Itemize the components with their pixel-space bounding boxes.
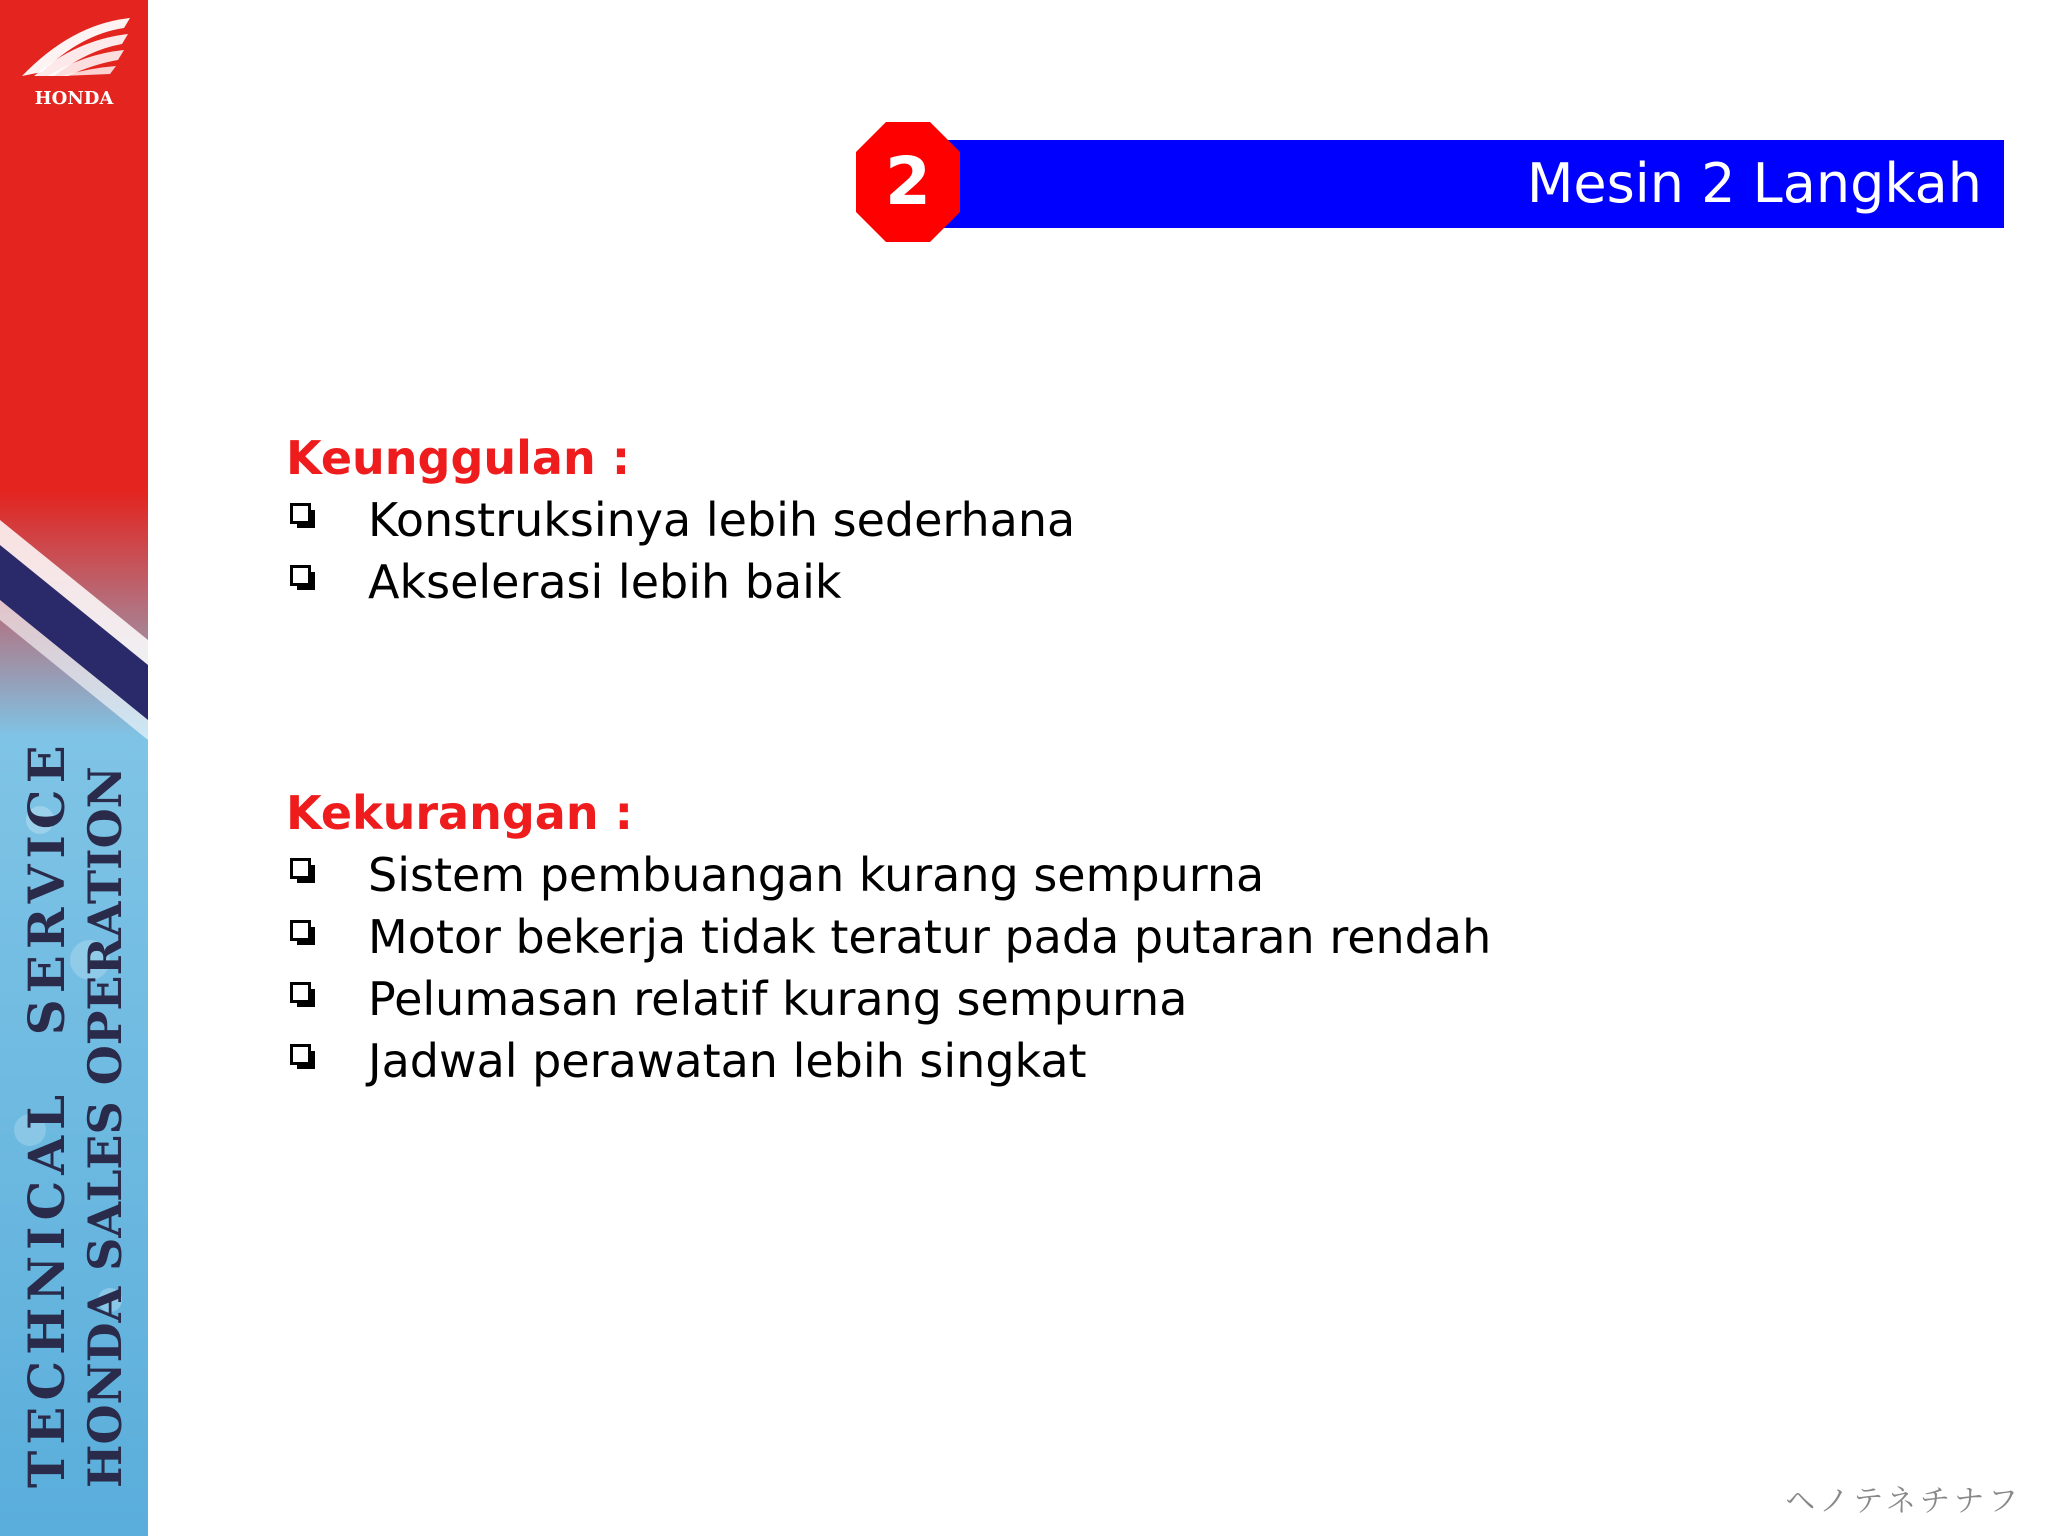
advantages-heading: Keunggulan : [286, 431, 631, 485]
sidebar-line-technical-service: TECHNICAL SERVICE [17, 739, 76, 1488]
logo-text: HONDA [34, 88, 114, 109]
checkbox-bullet-icon [290, 982, 316, 1008]
checkbox-bullet-icon [290, 503, 316, 529]
list-item-text: Motor bekerja tidak teratur pada putaran rendah [368, 910, 1492, 964]
list-item-text: Konstruksinya lebih sederhana [368, 493, 1076, 547]
checkbox-bullet-icon [290, 1044, 316, 1070]
title-bar [940, 140, 2004, 228]
section-number-badge [856, 122, 960, 242]
list-item-text: Pelumasan relatif kurang sempurna [368, 972, 1188, 1026]
honda-wing-logo-icon [12, 14, 136, 114]
footer-watermark: ヘノテネチナフ [1785, 1484, 2022, 1519]
checkbox-bullet-icon [290, 565, 316, 591]
disadvantages-heading: Kekurangan : [286, 786, 633, 840]
list-item [286, 968, 1491, 1030]
sidebar-line-honda-sales-operation: HONDA SALES OPERATION [78, 766, 132, 1488]
list-item [286, 551, 1075, 613]
sidebar-vertical-text [18, 739, 134, 1488]
list-item-text: Akselerasi lebih baik [368, 555, 842, 609]
disadvantages-section [286, 782, 1491, 1092]
sidebar-banner [0, 0, 148, 1536]
section-number: 2 [885, 143, 931, 220]
list-item [286, 906, 1491, 968]
disadvantages-list [286, 844, 1491, 1092]
list-item-text: Jadwal perawatan lebih singkat [368, 1034, 1087, 1088]
advantages-list [286, 489, 1075, 613]
page-title: Mesin 2 Langkah [1526, 152, 1982, 215]
checkbox-bullet-icon [290, 920, 316, 946]
advantages-section [286, 427, 1075, 613]
list-item [286, 489, 1075, 551]
list-item [286, 844, 1491, 906]
list-item-text: Sistem pembuangan kurang sempurna [368, 848, 1265, 902]
checkbox-bullet-icon [290, 858, 316, 884]
list-item [286, 1030, 1491, 1092]
